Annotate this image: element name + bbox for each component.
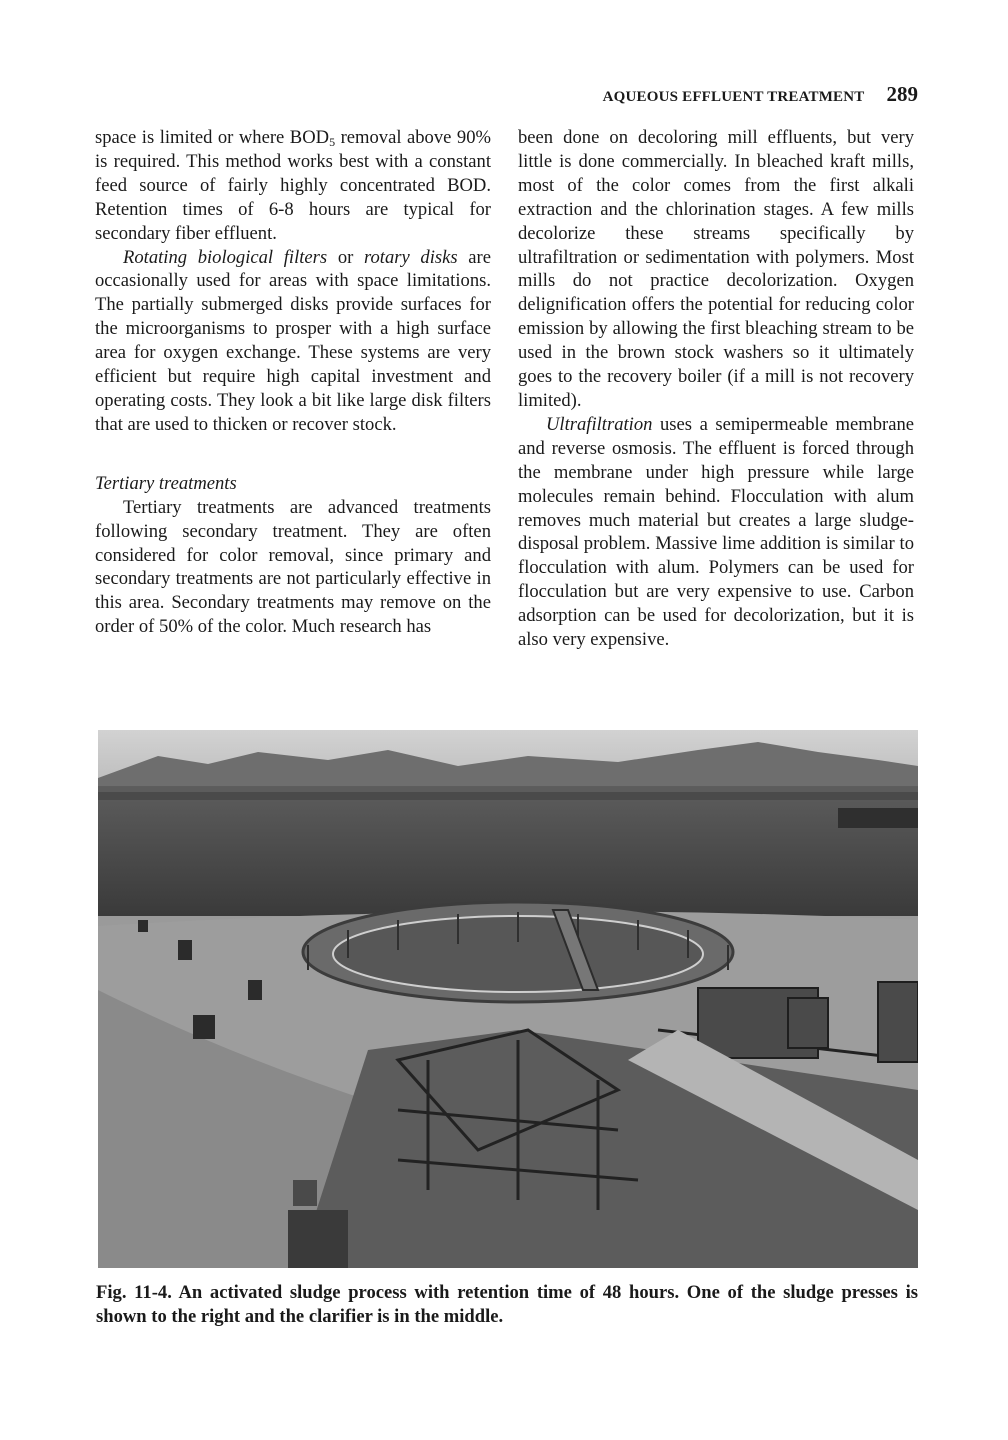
running-header-title: AQUEOUS EFFLUENT TREATMENT — [602, 89, 865, 105]
paragraph-text: uses a semipermeable membrane and reverse osmosis. The effluent is forced through the membrane under high pressure while large molecules remain behind. Flocculation with alum removes much material but creates a large sludge-disposal problem. Massive lime addition is similar to flocculation with alum. Polymers can be used for flocculation but are very expensive to use. Carbon adsorption can be used for decolorization, but it is also very expensive. — [518, 413, 914, 651]
paragraph: Tertiary treatments are advanced treatments following secondary treatment. They are often considered for color removal, since primary and secondary treatments are not particularly effective in this area. Secondary treatments may remove on the order of 50% of the color. Much research has — [95, 496, 491, 638]
paragraph — [95, 246, 491, 437]
paragraph — [518, 413, 914, 652]
emphasis: rotary disks — [363, 246, 458, 268]
emphasis: Ultrafiltration — [546, 413, 653, 435]
emphasis: Rotating biological filters — [123, 246, 328, 268]
paragraph-text: or — [327, 246, 364, 268]
paragraph-text: space is limited or where BOD — [95, 127, 330, 148]
paragraph-text: are occasionally used for areas with space limitations. The partially submerged disks provide surfaces for the microorganisms to prosper with a high surface area for oxygen exchange. These systems are very efficient but require high capital investment and operating costs. They look a bit like large disk filters that are used to thicken or recover stock. — [95, 246, 491, 435]
page-number: 289 — [886, 82, 918, 106]
photo-illustration — [98, 730, 918, 1268]
section-heading: Tertiary treatments — [95, 472, 237, 494]
fields — [98, 786, 918, 916]
running-header — [540, 82, 918, 107]
tree-line — [838, 808, 918, 828]
paragraph — [95, 126, 491, 246]
subscript: 5 — [329, 135, 336, 149]
paragraph-text: removal above 90% is required. This method works best with a constant feed source of fairly highly concentrated BOD. Retention times of 6-8 hours are typical for secondary fiber effluent. — [95, 127, 491, 244]
paragraph: been done on decoloring mill effluents, but very little is done commercially. In bleached kraft mills, most of the color comes from the first alkali extraction and the chlorination stages. A few mills decolorize these streams specifically by ultrafiltration or sedimentation with polymers. Most mills do not practice decolorization. Oxygen delignification offers the potential for reducing color emission by allowing the first bleaching stream to be used in the brown stock washers so it ultimately goes to the recovery boiler (if a mill is not recovery limited). — [518, 127, 914, 411]
figure-photo — [98, 730, 918, 1268]
right-column — [518, 126, 914, 652]
vehicle — [288, 1210, 348, 1268]
sludge-press — [698, 982, 918, 1062]
left-column — [95, 126, 491, 639]
figure-caption: Fig. 11-4. An activated sludge process with retention time of 48 hours. One of the sludge presses is shown to the right and the clarifier is in the middle. — [96, 1282, 918, 1327]
